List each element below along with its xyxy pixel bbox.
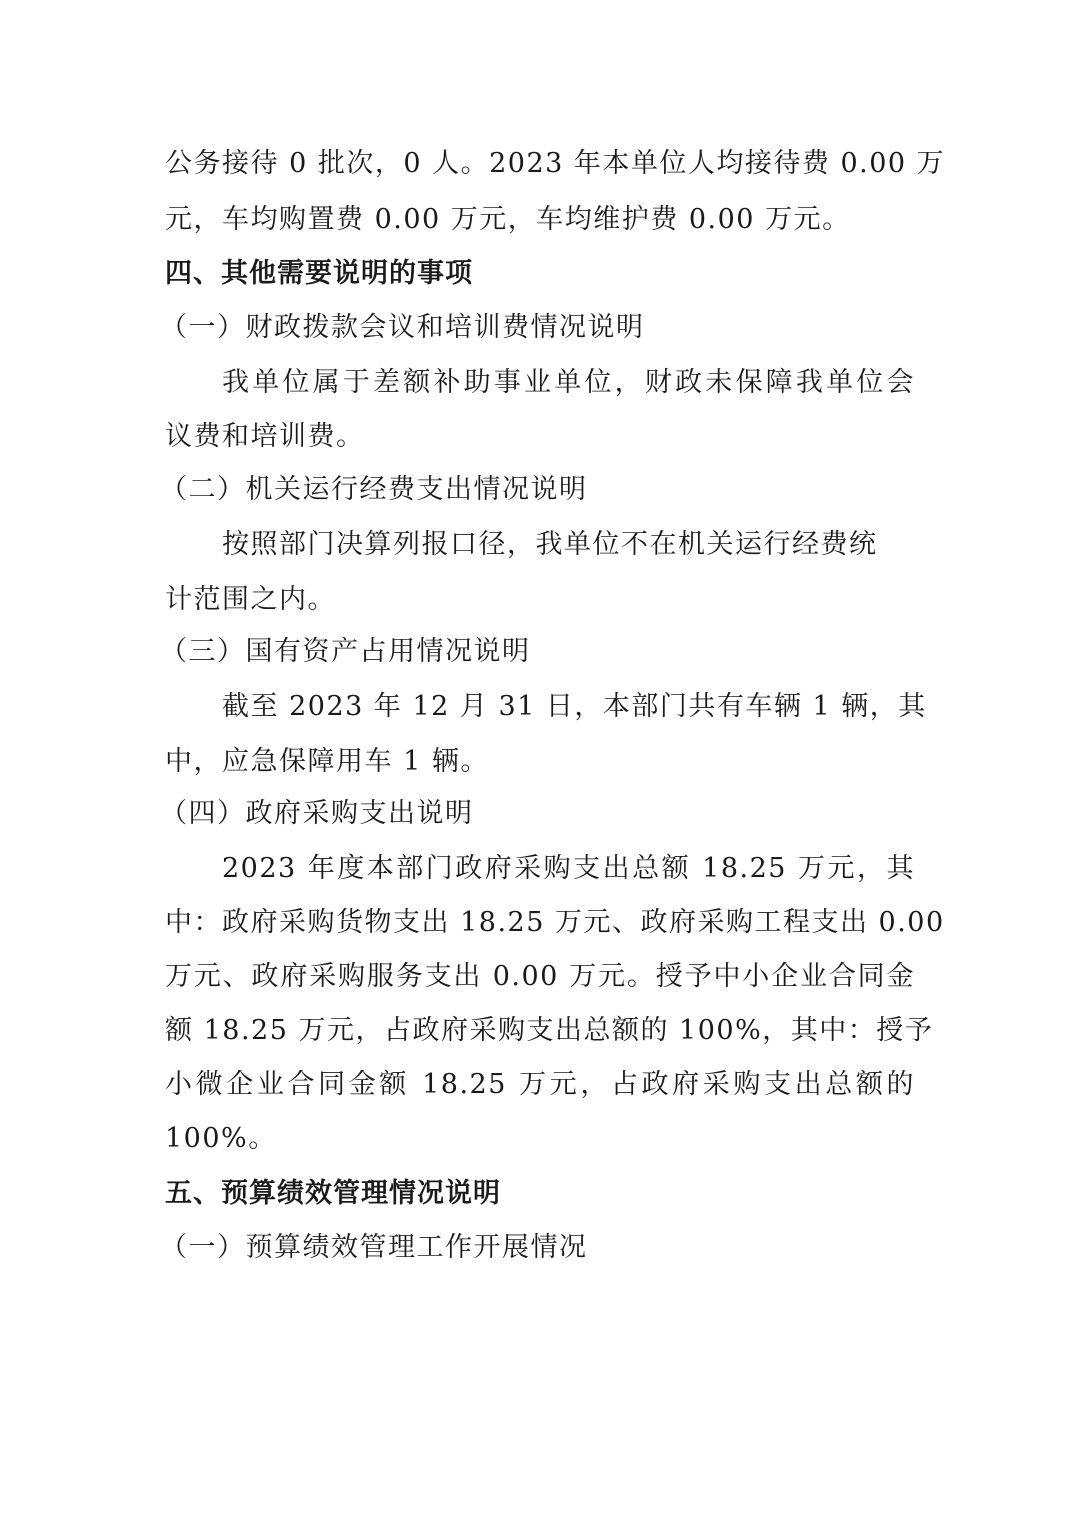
paragraph-line: 万元、政府采购服务支出 0.00 万元。授予中小企业合同金 bbox=[165, 961, 915, 992]
paragraph-line: 公务接待 0 批次，0 人。2023 年本单位人均接待费 0.00 万 bbox=[165, 148, 946, 179]
paragraph-line: 中，应急保障用车 1 辆。 bbox=[165, 746, 489, 777]
subsection-heading: （一）预算绩效管理工作开展情况 bbox=[160, 1232, 588, 1263]
paragraph-line: 我单位属于差额补助事业单位，财政未保障我单位会 bbox=[222, 367, 915, 398]
paragraph-line: 2023 年度本部门政府采购支出总额 18.25 万元，其 bbox=[222, 853, 915, 884]
subsection-heading: （一）财政拨款会议和培训费情况说明 bbox=[160, 312, 645, 343]
paragraph-line: 100%。 bbox=[165, 1123, 277, 1154]
paragraph-line: 按照部门决算列报口径，我单位不在机关运行经费统 bbox=[222, 529, 878, 560]
subsection-heading: （二）机关运行经费支出情况说明 bbox=[160, 474, 588, 505]
section-heading: 四、其他需要说明的事项 bbox=[165, 258, 473, 289]
subsection-heading: （三）国有资产占用情况说明 bbox=[160, 636, 531, 667]
section-heading: 五、预算绩效管理情况说明 bbox=[165, 1178, 501, 1209]
paragraph-line: 小微企业合同金额 18.25 万元，占政府采购支出总额的 bbox=[165, 1069, 915, 1100]
subsection-heading: （四）政府采购支出说明 bbox=[160, 798, 474, 829]
paragraph-line: 元，车均购置费 0.00 万元，车均维护费 0.00 万元。 bbox=[165, 204, 851, 235]
paragraph-line: 截至 2023 年 12 月 31 日，本部门共有车辆 1 辆，其 bbox=[222, 691, 927, 722]
paragraph-line: 中：政府采购货物支出 18.25 万元、政府采购工程支出 0.00 bbox=[165, 907, 945, 938]
paragraph-line: 额 18.25 万元，占政府采购支出总额的 100%，其中：授予 bbox=[165, 1015, 934, 1046]
paragraph-line: 议费和培训费。 bbox=[165, 421, 365, 452]
paragraph-line: 计范围之内。 bbox=[165, 584, 336, 615]
